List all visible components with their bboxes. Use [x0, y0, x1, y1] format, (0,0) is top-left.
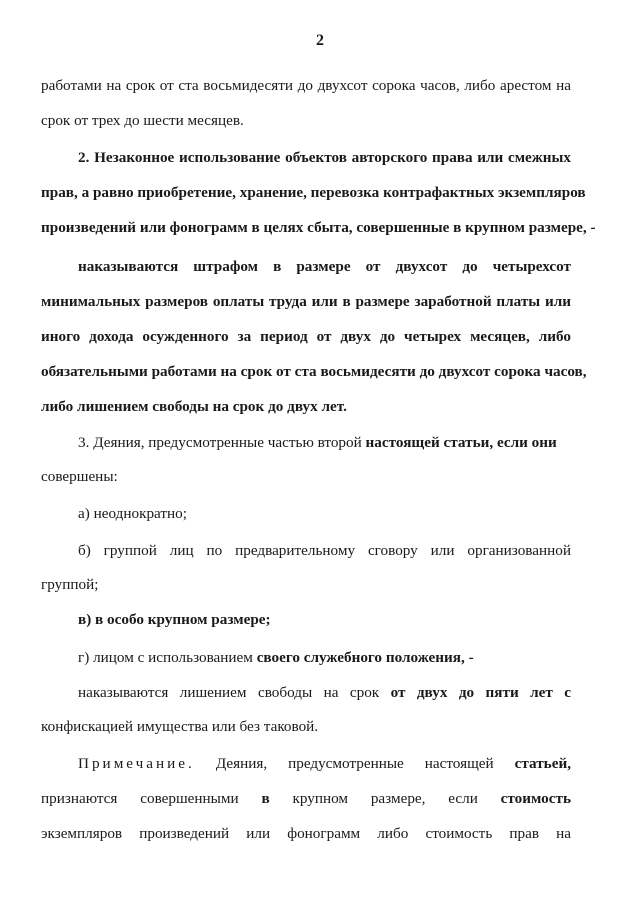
paragraph-2-line-1	[78, 148, 571, 168]
penalty-2-line-2	[41, 292, 571, 312]
penalty-2-line-1-text: наказываются штрафом в размере от двухсот до четырехсот	[78, 258, 571, 275]
note-line-2-part-a: признаются совершенными	[41, 790, 239, 807]
note-line-1	[78, 754, 571, 774]
item-v-text: в) в особо крупном размере;	[78, 611, 271, 628]
item-g-part-a: г) лицом с использованием	[78, 649, 253, 666]
text-line-2: срок от трех до шести месяцев.	[41, 112, 244, 129]
note-line-2-part-b: в	[261, 790, 270, 807]
paragraph-2-line-1-text: 2. Незаконное использование объектов авторского права или смежных	[78, 149, 571, 166]
penalty-2-line-3-text: иного дохода осужденного за период от двух до четырех месяцев, либо	[41, 328, 571, 345]
paragraph-3-line-2: совершены:	[41, 468, 118, 485]
paragraph-3-line-1-part-b: настоящей статьи, если они	[365, 434, 557, 451]
penalty-2-line-5	[41, 397, 571, 417]
note-line-3: экземпляров произведений или фонограмм либо стоимость прав на	[41, 825, 571, 842]
penalty-2-line-4-text: обязательными работами на срок от ста восьмидесяти до двухсот сорока часов,	[41, 363, 587, 380]
penalty-2-line-4	[41, 362, 587, 382]
penalty-3-line-1-part-a: наказываются лишением свободы на срок	[78, 684, 380, 701]
penalty-2-line-1	[78, 257, 571, 277]
paragraph-3-line-1	[78, 433, 571, 453]
paragraph-2-line-3-text: произведений или фонограмм в целях сбыта, совершенные в крупном размере, -	[41, 219, 596, 236]
penalty-2-line-3	[41, 327, 571, 347]
penalty-3-line-1-part-b: от двух до пяти лет с	[390, 684, 572, 701]
penalty-3-line-1	[78, 683, 571, 703]
item-g-part-b: своего служебного положения, -	[256, 649, 474, 666]
paragraph-2-line-2-text: прав, а равно приобретение, хранение, перевозка контрафактных экземпляров	[41, 184, 586, 201]
item-a: а) неоднократно;	[78, 505, 187, 522]
item-b-line-1: б) группой лиц по предварительному сговору или организованной	[78, 542, 571, 559]
penalty-2-line-5-text: либо лишением свободы на срок до двух лет.	[41, 398, 347, 415]
item-v	[78, 610, 571, 630]
paragraph-2-line-2	[41, 183, 586, 203]
text-line-1: работами на срок от ста восьмидесяти до двухсот сорока часов, либо арестом на	[41, 77, 571, 94]
note-line-1-part-c: статьей,	[514, 755, 571, 772]
page-number: 2	[316, 32, 324, 49]
note-line-1-part-b: Деяния, предусмотренные настоящей	[215, 755, 494, 772]
penalty-3-line-2: конфискацией имущества или без таковой.	[41, 718, 319, 735]
note-line-2	[41, 789, 571, 809]
paragraph-2-line-3	[41, 218, 596, 238]
penalty-2-line-2-text: минимальных размеров оплаты труда или в размере заработной платы или	[41, 293, 571, 310]
note-line-2-part-d: стоимость	[500, 790, 571, 807]
item-b-line-2: группой;	[41, 576, 99, 593]
note-label: Примечание.	[78, 755, 195, 772]
paragraph-3-line-1-part-a: 3. Деяния, предусмотренные частью второй	[78, 434, 362, 451]
note-line-2-part-c: крупном размере, если	[292, 790, 478, 807]
item-g	[78, 648, 571, 668]
